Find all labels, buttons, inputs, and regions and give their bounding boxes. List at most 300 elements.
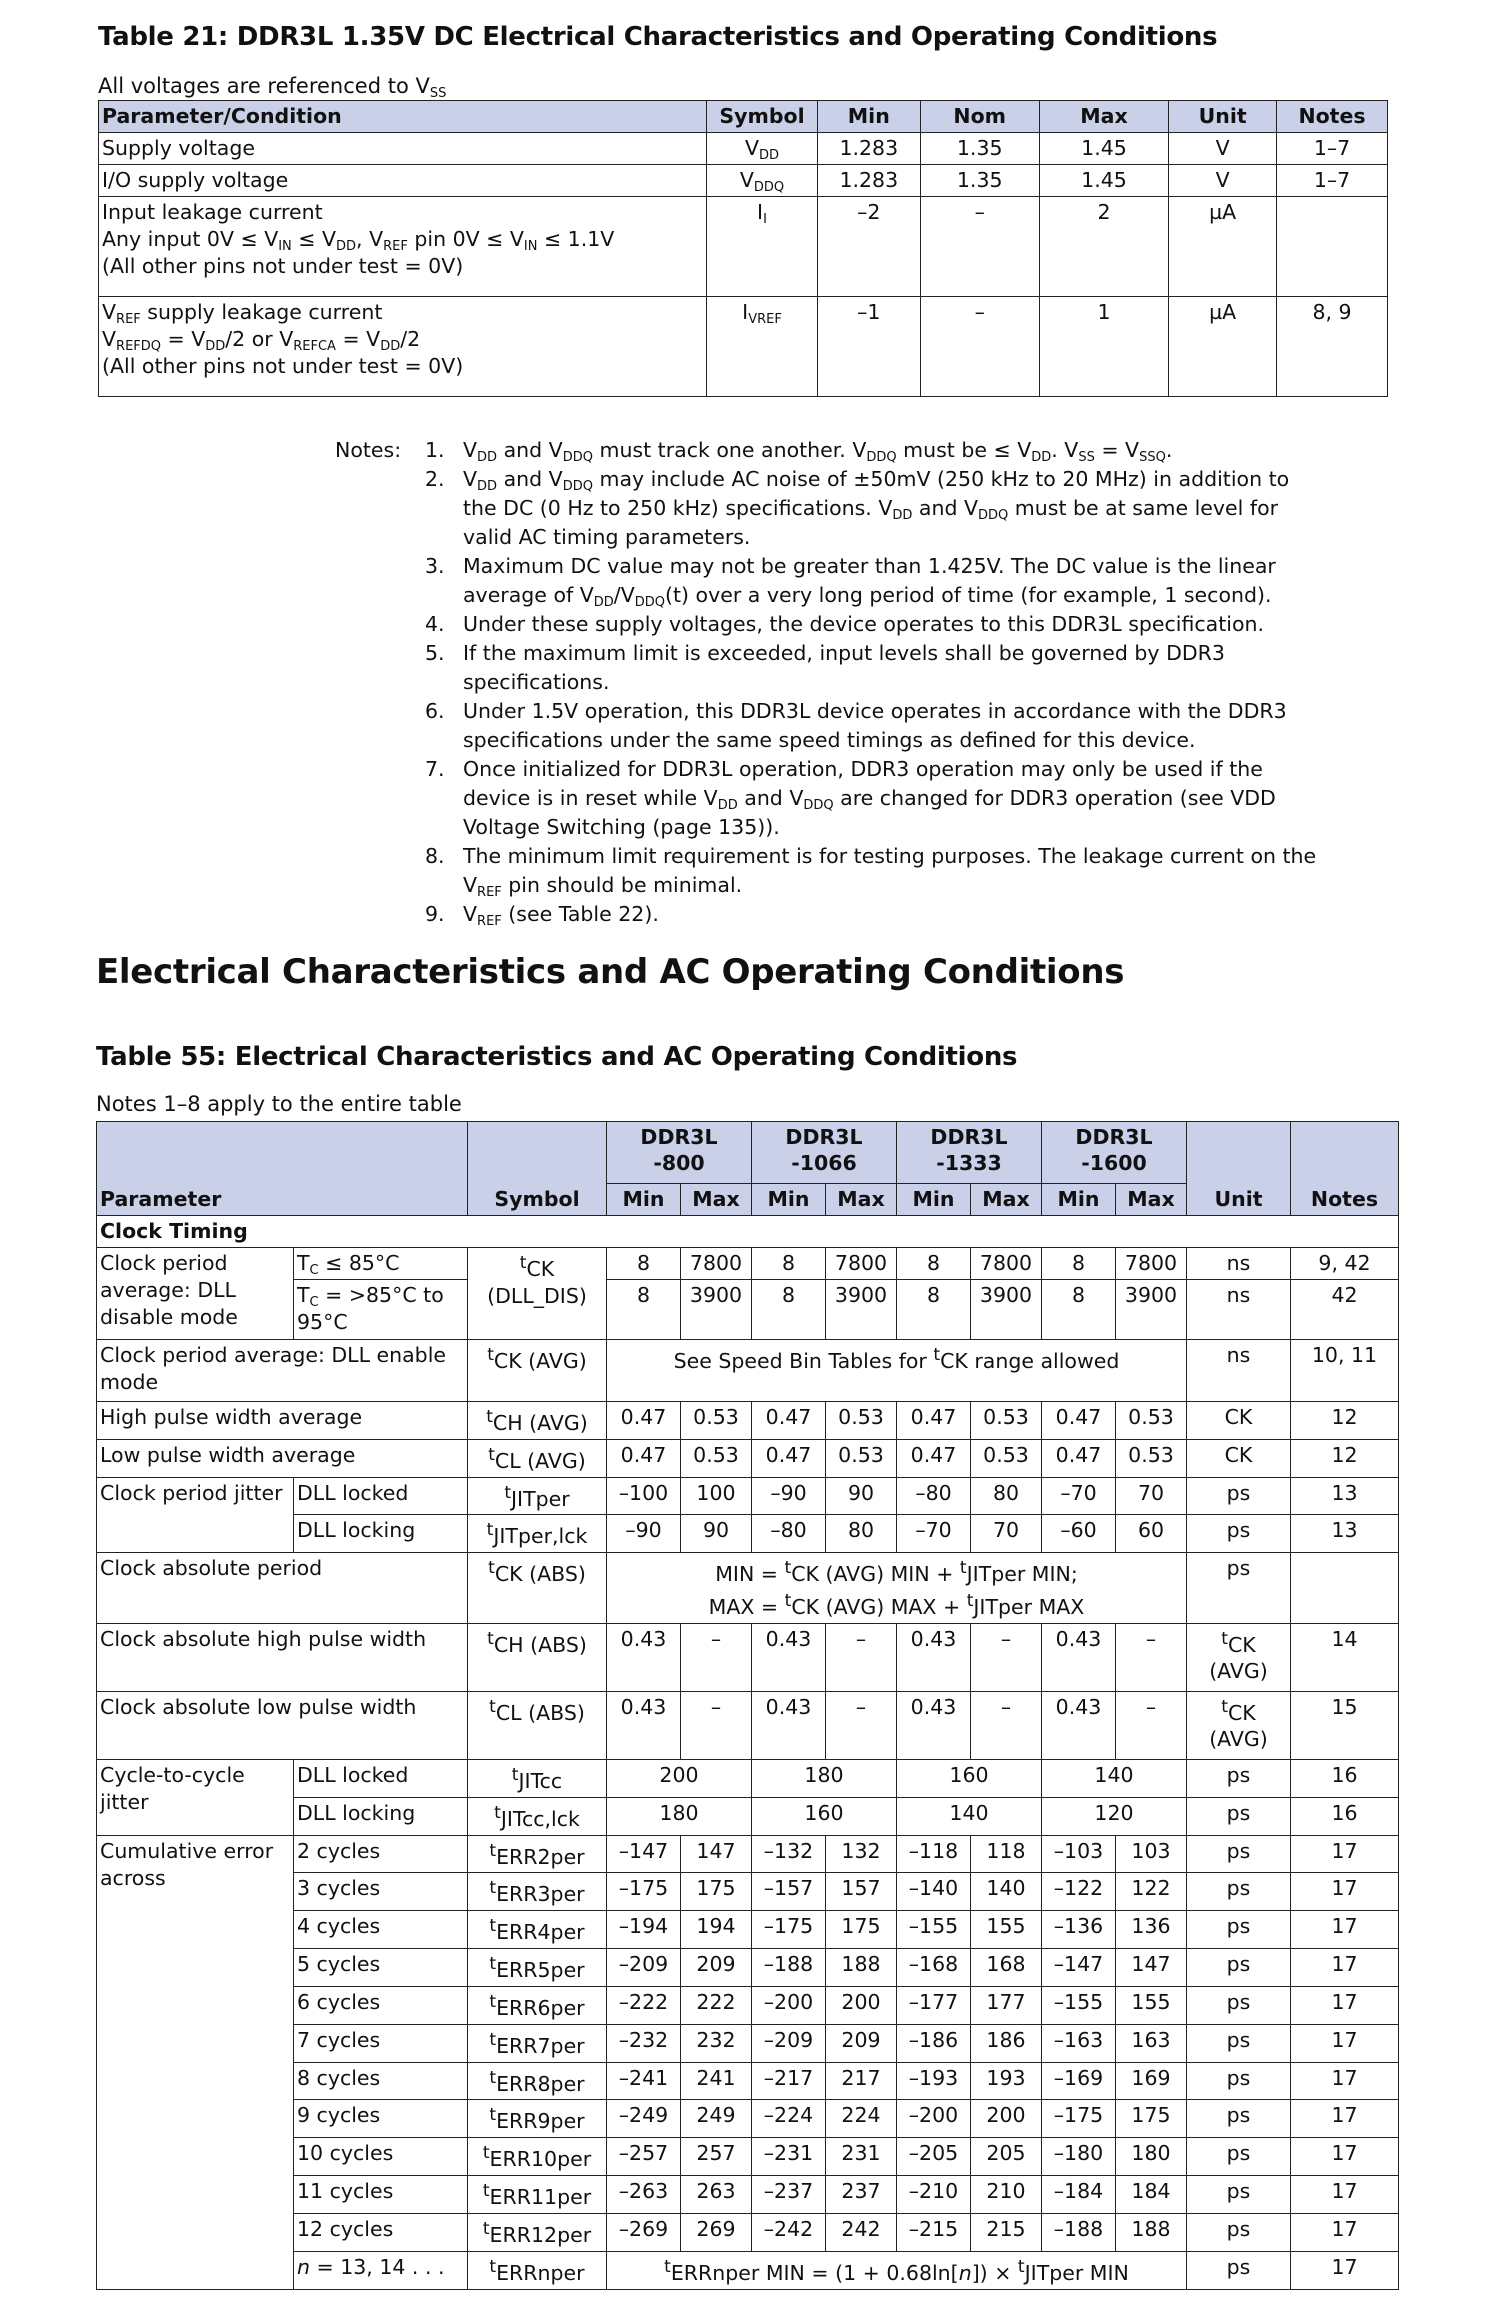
symbol-cell: $^t$CK (DLL_DIS)	[468, 1248, 607, 1340]
value-cell: 0.53	[1116, 1402, 1187, 1440]
value-cell: 8	[752, 1280, 826, 1340]
condition-cell: DLL locked	[294, 1759, 468, 1797]
parameter-cell: Supply voltage	[99, 133, 707, 165]
symbol-cell: $^t$ERR7per	[468, 2024, 607, 2062]
table21-notes	[335, 436, 1395, 929]
unit-cell: ps	[1187, 1986, 1291, 2024]
note-number: 2.	[425, 467, 445, 491]
notes-cell: 1–7	[1277, 165, 1388, 197]
value-cell: –118	[897, 1835, 971, 1873]
value-cell: –222	[607, 1986, 681, 2024]
value-cell: –175	[752, 1911, 826, 1949]
unit-cell: ps	[1187, 2062, 1291, 2100]
value-cell: 122	[1116, 1873, 1187, 1911]
notes-cell: 17	[1291, 1835, 1399, 1873]
note-item	[425, 639, 1325, 697]
value-cell: 160	[897, 1759, 1042, 1797]
unit-cell: ns	[1187, 1340, 1291, 1402]
value-cell: 157	[826, 1873, 897, 1911]
value-cell: 188	[826, 1949, 897, 1987]
nom-cell: –	[920, 197, 1039, 297]
value-cell: –132	[752, 1835, 826, 1873]
header-notes: Notes	[1277, 101, 1388, 133]
table55	[96, 1121, 1399, 2290]
unit-cell: µA	[1169, 297, 1277, 397]
value-cell: 103	[1116, 1835, 1187, 1873]
value-cell: 0.53	[1116, 1439, 1187, 1477]
header-min: Min	[752, 1184, 826, 1216]
value-cell: 0.53	[681, 1439, 752, 1477]
note-text: Maximum DC value may not be greater than 1.425V. The DC value is the linear average of $V_{DD}/V_{DDQ}(t)$ over a very long period of time (for example, 1 second).	[463, 554, 1276, 610]
parameter-cell: Clock period average: DLL disable mode	[97, 1248, 294, 1340]
nom-cell: –	[920, 297, 1039, 397]
header-symbol: Symbol	[468, 1122, 607, 1216]
value-cell: –155	[1042, 1986, 1116, 2024]
value-cell: 90	[826, 1477, 897, 1515]
value-cell: 184	[1116, 2176, 1187, 2214]
table-row	[97, 1623, 1399, 1691]
value-cell: 7800	[971, 1248, 1042, 1280]
symbol-cell: $V_{DDQ}$	[707, 165, 818, 197]
value-cell: –	[1116, 1623, 1187, 1691]
value-cell: 70	[1116, 1477, 1187, 1515]
header-max: Max	[826, 1184, 897, 1216]
value-cell: –90	[607, 1515, 681, 1553]
notes-cell: 17	[1291, 2062, 1399, 2100]
note-text: Under 1.5V operation, this DDR3L device operates in accordance with the DDR3 specifications under the same speed timings as defined for this device.	[463, 699, 1287, 752]
nom-cell: 1.35	[920, 133, 1039, 165]
max-cell: 1.45	[1039, 165, 1168, 197]
value-cell: 188	[1116, 2213, 1187, 2251]
value-cell: 200	[607, 1759, 752, 1797]
symbol-cell: $^t$ERR11per	[468, 2176, 607, 2214]
notes-cell: 42	[1291, 1280, 1399, 1340]
value-cell: 0.53	[826, 1402, 897, 1440]
value-cell: 180	[752, 1759, 897, 1797]
value-cell: 232	[681, 2024, 752, 2062]
formula-cell: $^t$ERRnper MIN = (1 + 0.68ln[n]) × $^t$JITper MIN	[607, 2251, 1187, 2289]
header-parameter-blank: Parameter	[97, 1122, 468, 1216]
value-cell: 160	[752, 1797, 897, 1835]
symbol-cell: $^t$ERR8per	[468, 2062, 607, 2100]
value-cell: –122	[1042, 1873, 1116, 1911]
header-max: Max	[971, 1184, 1042, 1216]
min-cell: –1	[817, 297, 920, 397]
value-cell: 0.47	[1042, 1402, 1116, 1440]
parameter-cell: Clock absolute high pulse width	[97, 1623, 468, 1691]
value-cell: 0.53	[681, 1402, 752, 1440]
value-cell: –70	[897, 1515, 971, 1553]
value-cell: –263	[607, 2176, 681, 2214]
value-cell: –205	[897, 2138, 971, 2176]
value-cell: –200	[897, 2100, 971, 2138]
value-cell: –136	[1042, 1911, 1116, 1949]
unit-cell: ps	[1187, 2024, 1291, 2062]
value-cell: 147	[1116, 1949, 1187, 1987]
nom-cell: 1.35	[920, 165, 1039, 197]
note-number: 4.	[425, 612, 445, 636]
value-cell: 231	[826, 2138, 897, 2176]
symbol-cell: $^t$CK (AVG)	[468, 1340, 607, 1402]
notes-cell: 17	[1291, 2213, 1399, 2251]
value-cell: 155	[1116, 1986, 1187, 2024]
note-item	[425, 465, 1325, 552]
condition-cell: DLL locking	[294, 1797, 468, 1835]
unit-cell: µA	[1169, 197, 1277, 297]
condition-cell: DLL locked	[294, 1477, 468, 1515]
table-row	[99, 197, 1388, 297]
notes-label: Notes:	[335, 438, 402, 462]
notes-cell: 13	[1291, 1515, 1399, 1553]
value-cell: –	[826, 1691, 897, 1759]
header-parameter: Parameter/Condition	[99, 101, 707, 133]
note-text: Under these supply voltages, the device operates to this DDR3L specification.	[463, 612, 1265, 636]
value-cell: 100	[681, 1477, 752, 1515]
value-cell: 237	[826, 2176, 897, 2214]
value-cell: –232	[607, 2024, 681, 2062]
symbol-cell: $^t$CL (ABS)	[468, 1691, 607, 1759]
value-cell: 136	[1116, 1911, 1187, 1949]
value-cell: –	[971, 1691, 1042, 1759]
value-cell: 3900	[681, 1280, 752, 1340]
condition-cell: $T_C = >85^\circ C$ to 95°C	[294, 1280, 468, 1340]
note-item	[425, 755, 1325, 842]
value-cell: 224	[826, 2100, 897, 2138]
speed-grade-header: DDR3L -1066	[752, 1122, 897, 1184]
value-cell: 200	[826, 1986, 897, 2024]
unit-cell: ns	[1187, 1280, 1291, 1340]
value-cell: –242	[752, 2213, 826, 2251]
table55-header-row	[97, 1122, 1399, 1184]
unit-cell: ps	[1187, 1835, 1291, 1873]
value-cell: 8	[897, 1280, 971, 1340]
symbol-cell: $V_{DD}$	[707, 133, 818, 165]
value-cell: –231	[752, 2138, 826, 2176]
value-cell: –157	[752, 1873, 826, 1911]
symbol-cell: $^t$CH (ABS)	[468, 1623, 607, 1691]
value-cell: 8	[607, 1280, 681, 1340]
min-cell: –2	[817, 197, 920, 297]
value-cell: 180	[607, 1797, 752, 1835]
symbol-cell: $^t$JITper	[468, 1477, 607, 1515]
notes-cell: 10, 11	[1291, 1340, 1399, 1402]
notes-cell	[1277, 197, 1388, 297]
header-min: Min	[817, 101, 920, 133]
value-cell: 0.47	[1042, 1439, 1116, 1477]
value-cell: –188	[752, 1949, 826, 1987]
symbol-cell: $^t$ERR5per	[468, 1949, 607, 1987]
value-cell: –188	[1042, 2213, 1116, 2251]
value-cell: 168	[971, 1949, 1042, 1987]
condition-cell: 7 cycles	[294, 2024, 468, 2062]
notes-cell: 16	[1291, 1759, 1399, 1797]
value-cell: 0.43	[752, 1691, 826, 1759]
value-cell: 132	[826, 1835, 897, 1873]
value-cell: 241	[681, 2062, 752, 2100]
value-cell: –	[971, 1623, 1042, 1691]
max-cell: 2	[1039, 197, 1168, 297]
value-cell: 0.43	[1042, 1691, 1116, 1759]
value-cell: –241	[607, 2062, 681, 2100]
note-item	[425, 842, 1325, 900]
symbol-cell: $^t$ERRnper	[468, 2251, 607, 2289]
unit-cell: ps	[1187, 1873, 1291, 1911]
parameter-cell: Cycle-to-cycle jitter	[97, 1759, 294, 1835]
notes-cell: 17	[1291, 1873, 1399, 1911]
value-cell: 8	[607, 1248, 681, 1280]
value-cell: –210	[897, 2176, 971, 2214]
table-row	[97, 1691, 1399, 1759]
symbol-cell: $^t$ERR6per	[468, 1986, 607, 2024]
value-cell: 90	[681, 1515, 752, 1553]
value-cell: –209	[752, 2024, 826, 2062]
value-cell: 0.47	[752, 1439, 826, 1477]
value-cell: 60	[1116, 1515, 1187, 1553]
value-cell: –186	[897, 2024, 971, 2062]
value-cell: 120	[1042, 1797, 1187, 1835]
header-min: Min	[607, 1184, 681, 1216]
value-cell: 193	[971, 2062, 1042, 2100]
value-cell: –80	[897, 1477, 971, 1515]
value-cell: –168	[897, 1949, 971, 1987]
table-row	[97, 1402, 1399, 1440]
value-cell: 200	[971, 2100, 1042, 2138]
value-cell: 80	[971, 1477, 1042, 1515]
value-cell: 175	[826, 1911, 897, 1949]
condition-cell: 2 cycles	[294, 1835, 468, 1873]
min-cell: 1.283	[817, 165, 920, 197]
condition-cell: 6 cycles	[294, 1986, 468, 2024]
table55-caption: Notes 1–8 apply to the entire table	[96, 1092, 462, 1116]
value-cell: –70	[1042, 1477, 1116, 1515]
header-symbol: Symbol	[707, 101, 818, 133]
header-nom: Nom	[920, 101, 1039, 133]
header-min: Min	[897, 1184, 971, 1216]
unit-cell: V	[1169, 133, 1277, 165]
note-item	[425, 436, 1325, 465]
value-cell: 257	[681, 2138, 752, 2176]
symbol-cell: $^t$ERR10per	[468, 2138, 607, 2176]
value-cell: 0.47	[897, 1402, 971, 1440]
value-cell: 7800	[1116, 1248, 1187, 1280]
unit-cell: ps	[1187, 2138, 1291, 2176]
value-cell: –194	[607, 1911, 681, 1949]
notes-cell: 16	[1291, 1797, 1399, 1835]
value-cell: –237	[752, 2176, 826, 2214]
symbol-cell: $^t$CL (AVG)	[468, 1439, 607, 1477]
table-row	[97, 1477, 1399, 1515]
value-cell: 186	[971, 2024, 1042, 2062]
notes-list	[425, 436, 1325, 929]
parameter-cell: High pulse width average	[97, 1402, 468, 1440]
table-row	[99, 165, 1388, 197]
value-cell: –140	[897, 1873, 971, 1911]
parameter-cell: Input leakage current Any input $0V \le V_{IN} \le V_{DD}$, $V_{REF}$ pin $0V \le V_{IN} \le 1.1V$ (All other pins not under test = 0V)	[99, 197, 707, 297]
value-cell: 0.47	[752, 1402, 826, 1440]
condition-cell: DLL locking	[294, 1515, 468, 1553]
header-min: Min	[1042, 1184, 1116, 1216]
unit-cell: ps	[1187, 1477, 1291, 1515]
symbol-cell: $^t$ERR3per	[468, 1873, 607, 1911]
value-cell: –163	[1042, 2024, 1116, 2062]
value-cell: 0.47	[897, 1439, 971, 1477]
parameter-cell: Clock period jitter	[97, 1477, 294, 1553]
note-number: 3.	[425, 554, 445, 578]
value-cell: 180	[1116, 2138, 1187, 2176]
value-cell: –177	[897, 1986, 971, 2024]
unit-cell: $^t$CK (AVG)	[1187, 1691, 1291, 1759]
table-row	[97, 1248, 1399, 1280]
value-cell: 175	[1116, 2100, 1187, 2138]
note-number: 8.	[425, 844, 445, 868]
value-cell: –80	[752, 1515, 826, 1553]
header-max: Max	[1039, 101, 1168, 133]
value-cell: 209	[826, 2024, 897, 2062]
value-cell: –209	[607, 1949, 681, 1987]
header-unit: Unit	[1187, 1122, 1291, 1216]
value-cell: 263	[681, 2176, 752, 2214]
table55-title: Table 55: Electrical Characteristics and AC Operating Conditions	[96, 1042, 1018, 1072]
notes-cell: 8, 9	[1277, 297, 1388, 397]
value-cell: 215	[971, 2213, 1042, 2251]
note-number: 9.	[425, 902, 445, 926]
value-cell: 3900	[826, 1280, 897, 1340]
unit-cell: CK	[1187, 1402, 1291, 1440]
value-cell: –180	[1042, 2138, 1116, 2176]
value-cell: 242	[826, 2213, 897, 2251]
value-cell: 209	[681, 1949, 752, 1987]
value-cell: –103	[1042, 1835, 1116, 1873]
note-text: $V_{DD}$ and $V_{DDQ}$ must track one another. $V_{DDQ}$ must be ≤ $V_{DD}$. $V_{SS} = V_{SSQ}$.	[463, 438, 1173, 465]
note-text: Once initialized for DDR3L operation, DDR3 operation may only be used if the device is in reset while $V_{DD}$ and $V_{DDQ}$ are changed for DDR3 operation (see VDD Voltage Switching (page 135)).	[463, 757, 1276, 839]
notes-cell: 13	[1291, 1477, 1399, 1515]
unit-cell: ps	[1187, 1553, 1291, 1624]
header-max: Max	[1116, 1184, 1187, 1216]
condition-cell: 5 cycles	[294, 1949, 468, 1987]
value-cell: 80	[826, 1515, 897, 1553]
note-text: The minimum limit requirement is for testing purposes. The leakage current on the $V_{REF}$ pin should be minimal.	[463, 844, 1317, 900]
table21-header-row	[99, 101, 1388, 133]
header-unit: Unit	[1169, 101, 1277, 133]
value-cell: 0.43	[752, 1623, 826, 1691]
parameter-cell: Low pulse width average	[97, 1439, 468, 1477]
value-cell: –	[826, 1623, 897, 1691]
value-cell: –269	[607, 2213, 681, 2251]
value-cell: 0.43	[607, 1691, 681, 1759]
unit-cell: V	[1169, 165, 1277, 197]
symbol-cell: $^t$ERR4per	[468, 1911, 607, 1949]
symbol-cell: $^t$JITper,lck	[468, 1515, 607, 1553]
value-cell: 175	[681, 1873, 752, 1911]
value-cell: 0.47	[607, 1402, 681, 1440]
parameter-cell: I/O supply voltage	[99, 165, 707, 197]
symbol-cell: $I_{VREF}$	[707, 297, 818, 397]
value-cell: 177	[971, 1986, 1042, 2024]
table21-caption: All voltages are referenced to $V_{SS}$	[98, 74, 447, 101]
table-row	[99, 297, 1388, 397]
unit-cell: ps	[1187, 2213, 1291, 2251]
condition-cell: 12 cycles	[294, 2213, 468, 2251]
value-cell: 194	[681, 1911, 752, 1949]
value-cell: 0.43	[897, 1623, 971, 1691]
condition-cell: 8 cycles	[294, 2062, 468, 2100]
value-cell: –184	[1042, 2176, 1116, 2214]
header-notes: Notes	[1291, 1122, 1399, 1216]
section-label: Clock Timing	[97, 1216, 1399, 1248]
value-cell: 217	[826, 2062, 897, 2100]
parameter-cell: Clock period average: DLL enable mode	[97, 1340, 468, 1402]
value-cell: –60	[1042, 1515, 1116, 1553]
value-cell: –249	[607, 2100, 681, 2138]
value-cell: 147	[681, 1835, 752, 1873]
symbol-cell: $I_I$	[707, 197, 818, 297]
max-cell: 1.45	[1039, 133, 1168, 165]
note-number: 7.	[425, 757, 445, 781]
value-cell: 7800	[826, 1248, 897, 1280]
speed-grade-header: DDR3L -1600	[1042, 1122, 1187, 1184]
table-row	[97, 1759, 1399, 1797]
value-cell: –	[1116, 1691, 1187, 1759]
unit-cell: ps	[1187, 1797, 1291, 1835]
value-cell: –224	[752, 2100, 826, 2138]
parameter-cell: Cumulative error across	[97, 1835, 294, 2289]
note-text: $V_{REF}$ (see Table 22).	[463, 902, 659, 929]
condition-cell: n = 13, 14 . . .	[294, 2251, 468, 2289]
note-text: $V_{DD}$ and $V_{DDQ}$ may include AC noise of ±50mV (250 kHz to 20 MHz) in addition to the DC (0 Hz to 250 kHz) specifications. $V_{DD}$ and $V_{DDQ}$ must be at same level for valid AC timing parameters.	[463, 467, 1290, 549]
notes-cell: 12	[1291, 1439, 1399, 1477]
value-cell: –	[681, 1623, 752, 1691]
value-cell: 163	[1116, 2024, 1187, 2062]
symbol-cell: $^t$CH (AVG)	[468, 1402, 607, 1440]
symbol-cell: $^t$JITcc	[468, 1759, 607, 1797]
unit-cell: ps	[1187, 1949, 1291, 1987]
note-number: 5.	[425, 641, 445, 665]
unit-cell: ps	[1187, 1911, 1291, 1949]
notes-cell: 9, 42	[1291, 1248, 1399, 1280]
value-cell: 210	[971, 2176, 1042, 2214]
header-max: Max	[681, 1184, 752, 1216]
value-cell: 140	[971, 1873, 1042, 1911]
table-row	[97, 1835, 1399, 1873]
unit-cell: ps	[1187, 1759, 1291, 1797]
notes-cell: 1–7	[1277, 133, 1388, 165]
parameter-cell: $V_{REF}$ supply leakage current $V_{REFDQ} = V_{DD}/2$ or $V_{REFCA} = V_{DD}/2$ (All other pins not under test = 0V)	[99, 297, 707, 397]
symbol-cell: $^t$CK (ABS)	[468, 1553, 607, 1624]
value-cell: 205	[971, 2138, 1042, 2176]
formula-cell: MIN = $^t$CK (AVG) MIN + $^t$JITper MIN; MAX = $^t$CK (AVG) MAX + $^t$JITper MAX	[607, 1553, 1187, 1624]
min-cell: 1.283	[817, 133, 920, 165]
value-cell: –	[681, 1691, 752, 1759]
note-text: If the maximum limit is exceeded, input levels shall be governed by DDR3 specifications.	[463, 641, 1225, 694]
value-cell: 3900	[1116, 1280, 1187, 1340]
value-cell: –200	[752, 1986, 826, 2024]
table-row	[97, 1340, 1399, 1402]
symbol-cell: $^t$ERR12per	[468, 2213, 607, 2251]
value-cell: 0.43	[1042, 1623, 1116, 1691]
value-cell: 0.53	[971, 1439, 1042, 1477]
notes-cell: 17	[1291, 2251, 1399, 2289]
value-cell: 0.47	[607, 1439, 681, 1477]
value-cell: 140	[897, 1797, 1042, 1835]
table21-title: Table 21: DDR3L 1.35V DC Electrical Characteristics and Operating Conditions	[98, 22, 1218, 52]
unit-cell: ps	[1187, 1515, 1291, 1553]
max-cell: 1	[1039, 297, 1168, 397]
notes-cell: 17	[1291, 2100, 1399, 2138]
value-cell: 249	[681, 2100, 752, 2138]
value-cell: 0.43	[897, 1691, 971, 1759]
value-cell: –155	[897, 1911, 971, 1949]
condition-cell: 3 cycles	[294, 1873, 468, 1911]
